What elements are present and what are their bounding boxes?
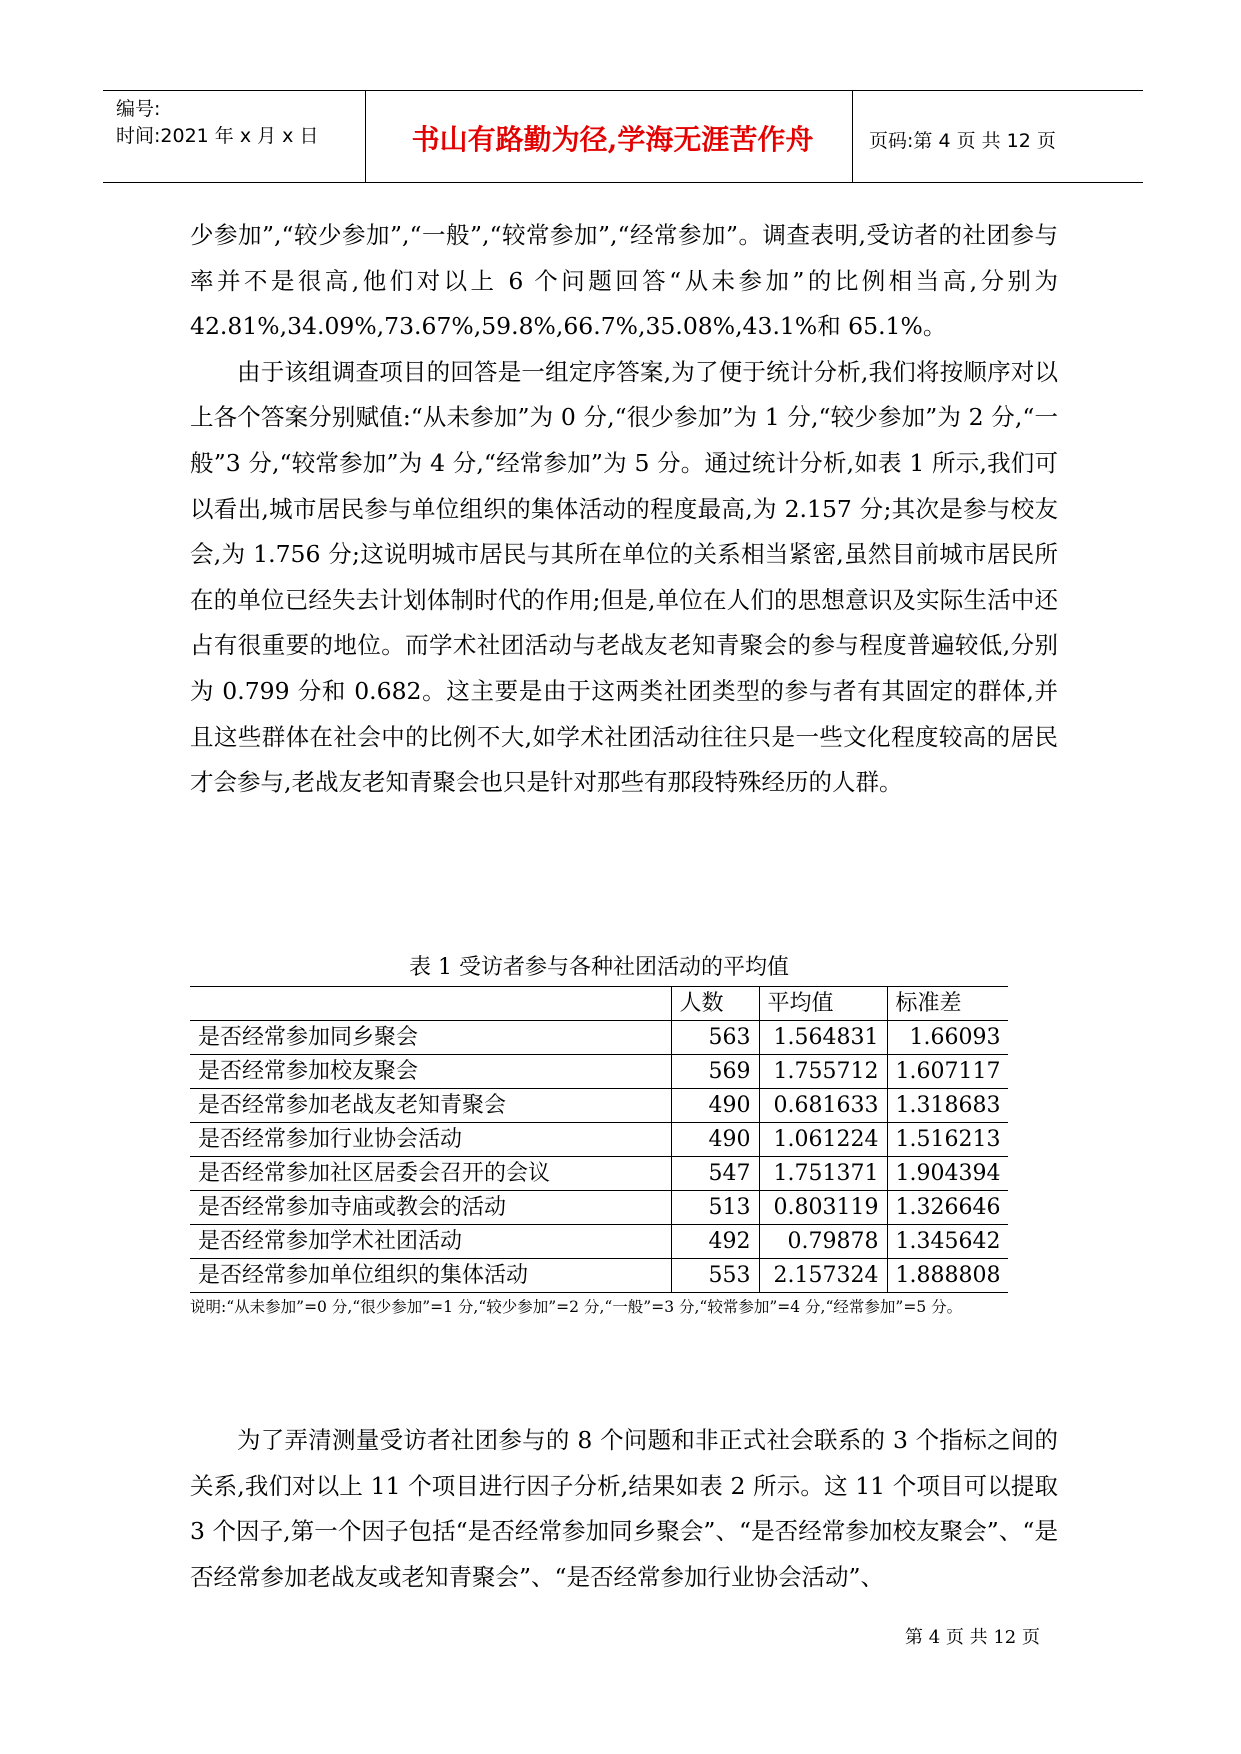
row-label-cell: 是否经常参加单位组织的集体活动 (190, 1259, 671, 1293)
value-cell: 1.345642 (887, 1225, 1008, 1259)
value-cell: 1.751371 (759, 1157, 887, 1191)
value-cell: 492 (671, 1225, 759, 1259)
paragraph-1: 少参加”,“较少参加”,“一般”,“较常参加”,“经常参加”。调查表明,受访者的社团参与率并不是很高,他们对以上 6 个问题回答“从未参加”的比例相当高,分别为 42.81%,34.09%,73.67%,59.8%,66.7%,35.08%,43.1%和 65.1%。 (190, 221, 1058, 341)
page-label: 页码:第 4 页 共 12 页 (869, 130, 1056, 152)
paragraph-3: 为了弄清测量受访者社团参与的 8 个问题和非正式社会联系的 3 个指标之间的关系,我们对以上 11 个项目进行因子分析,结果如表 2 所示。这 11 个项目可以提取 3 个因子,第一个因子包括“是否经常参加同乡聚会”、“是否经常参加校友聚会”、“是否经常参加老战友或老知青聚会”、“是否经常参加行业协会活动”、 (190, 1426, 1058, 1591)
value-cell: 1.061224 (759, 1123, 887, 1157)
value-cell: 1.564831 (759, 1021, 887, 1055)
value-cell: 0.681633 (759, 1089, 887, 1123)
header-motto: 书山有路勤为径,学海无涯苦作舟 (411, 123, 814, 156)
value-cell: 490 (671, 1089, 759, 1123)
value-cell: 1.607117 (887, 1055, 1008, 1089)
page-footer: 第 4 页 共 12 页 (905, 1627, 1040, 1648)
value-cell: 490 (671, 1123, 759, 1157)
row-label-cell: 是否经常参加寺庙或教会的活动 (190, 1191, 671, 1225)
header-bottom-rule (103, 182, 1143, 183)
header-cell: 平均值 (759, 987, 887, 1021)
serial-label: 编号: (116, 98, 161, 120)
row-label-cell: 是否经常参加学术社团活动 (190, 1225, 671, 1259)
value-cell: 2.157324 (759, 1259, 887, 1293)
value-cell: 1.516213 (887, 1123, 1008, 1157)
header-divider-left (365, 90, 366, 183)
value-cell: 1.904394 (887, 1157, 1008, 1191)
row-label-cell: 是否经常参加校友聚会 (190, 1055, 671, 1089)
header-top-rule (103, 90, 1143, 91)
table-row (190, 1089, 1008, 1123)
value-cell: 569 (671, 1055, 759, 1089)
value-cell: 1.888808 (887, 1259, 1008, 1293)
main-text-2 (190, 1418, 1058, 1600)
value-cell: 1.326646 (887, 1191, 1008, 1225)
row-label-cell: 是否经常参加社区居委会召开的会议 (190, 1157, 671, 1191)
main-text (190, 213, 1058, 806)
paragraph-2: 由于该组调查项目的回答是一组定序答案,为了便于统计分析,我们将按顺序对以上各个答案分别赋值:“从未参加”为 0 分,“很少参加”为 1 分,“较少参加”为 2 分,“一般”3 分,“较常参加”为 4 分,“经常参加”为 5 分。通过统计分析,如表 1 所示,我们可以看出,城市居民参与单位组织的集体活动的程度最高,为 2.157 分;其次是参与校友会,为 1.756 分;这说明城市居民与其所在单位的关系相当紧密,虽然目前城市居民所在的单位已经失去计划体制时代的作用;但是,单位在人们的思想意识及实际生活中还占有很重要的地位。而学术社团活动与老战友老知青聚会的参与程度普遍较低,分别为 0.799 分和 0.682。这主要是由于这两类社团类型的参与者有其固定的群体,并且这些群体在社会中的比例不大,如学术社团活动往往只是一些文化程度较高的居民才会参与,老战友老知青聚会也只是针对那些有那段特殊经历的人群。 (190, 357, 1058, 797)
row-label-cell: 是否经常参加老战友老知青聚会 (190, 1089, 671, 1123)
table-row (190, 1123, 1008, 1157)
value-cell: 547 (671, 1157, 759, 1191)
header-cell-blank (190, 987, 671, 1021)
header-cell: 人数 (671, 987, 759, 1021)
header-cell: 标准差 (887, 987, 1008, 1021)
time-label: 时间:2021 年 x 月 x 日 (116, 125, 319, 147)
value-cell: 0.79878 (759, 1225, 887, 1259)
value-cell: 563 (671, 1021, 759, 1055)
table-row (190, 1055, 1008, 1089)
table-row (190, 1259, 1008, 1293)
value-cell: 553 (671, 1259, 759, 1293)
table-header-row (190, 987, 1008, 1021)
row-label-cell: 是否经常参加行业协会活动 (190, 1123, 671, 1157)
table-note: 说明:“从未参加”=0 分,“很少参加”=1 分,“较少参加”=2 分,“一般”=3 分,“较常参加”=4 分,“经常参加”=5 分。 (190, 1298, 963, 1316)
value-cell: 513 (671, 1191, 759, 1225)
table-title: 表 1 受访者参与各种社团活动的平均值 (409, 955, 789, 980)
table-row (190, 1225, 1008, 1259)
table-row (190, 1021, 1008, 1055)
value-cell: 1.318683 (887, 1089, 1008, 1123)
row-label-cell: 是否经常参加同乡聚会 (190, 1021, 671, 1055)
table-row (190, 1191, 1008, 1225)
value-cell: 1.755712 (759, 1055, 887, 1089)
value-cell: 1.66093 (887, 1021, 1008, 1055)
stats-table (190, 986, 1008, 1293)
value-cell: 0.803119 (759, 1191, 887, 1225)
table-row (190, 1157, 1008, 1191)
